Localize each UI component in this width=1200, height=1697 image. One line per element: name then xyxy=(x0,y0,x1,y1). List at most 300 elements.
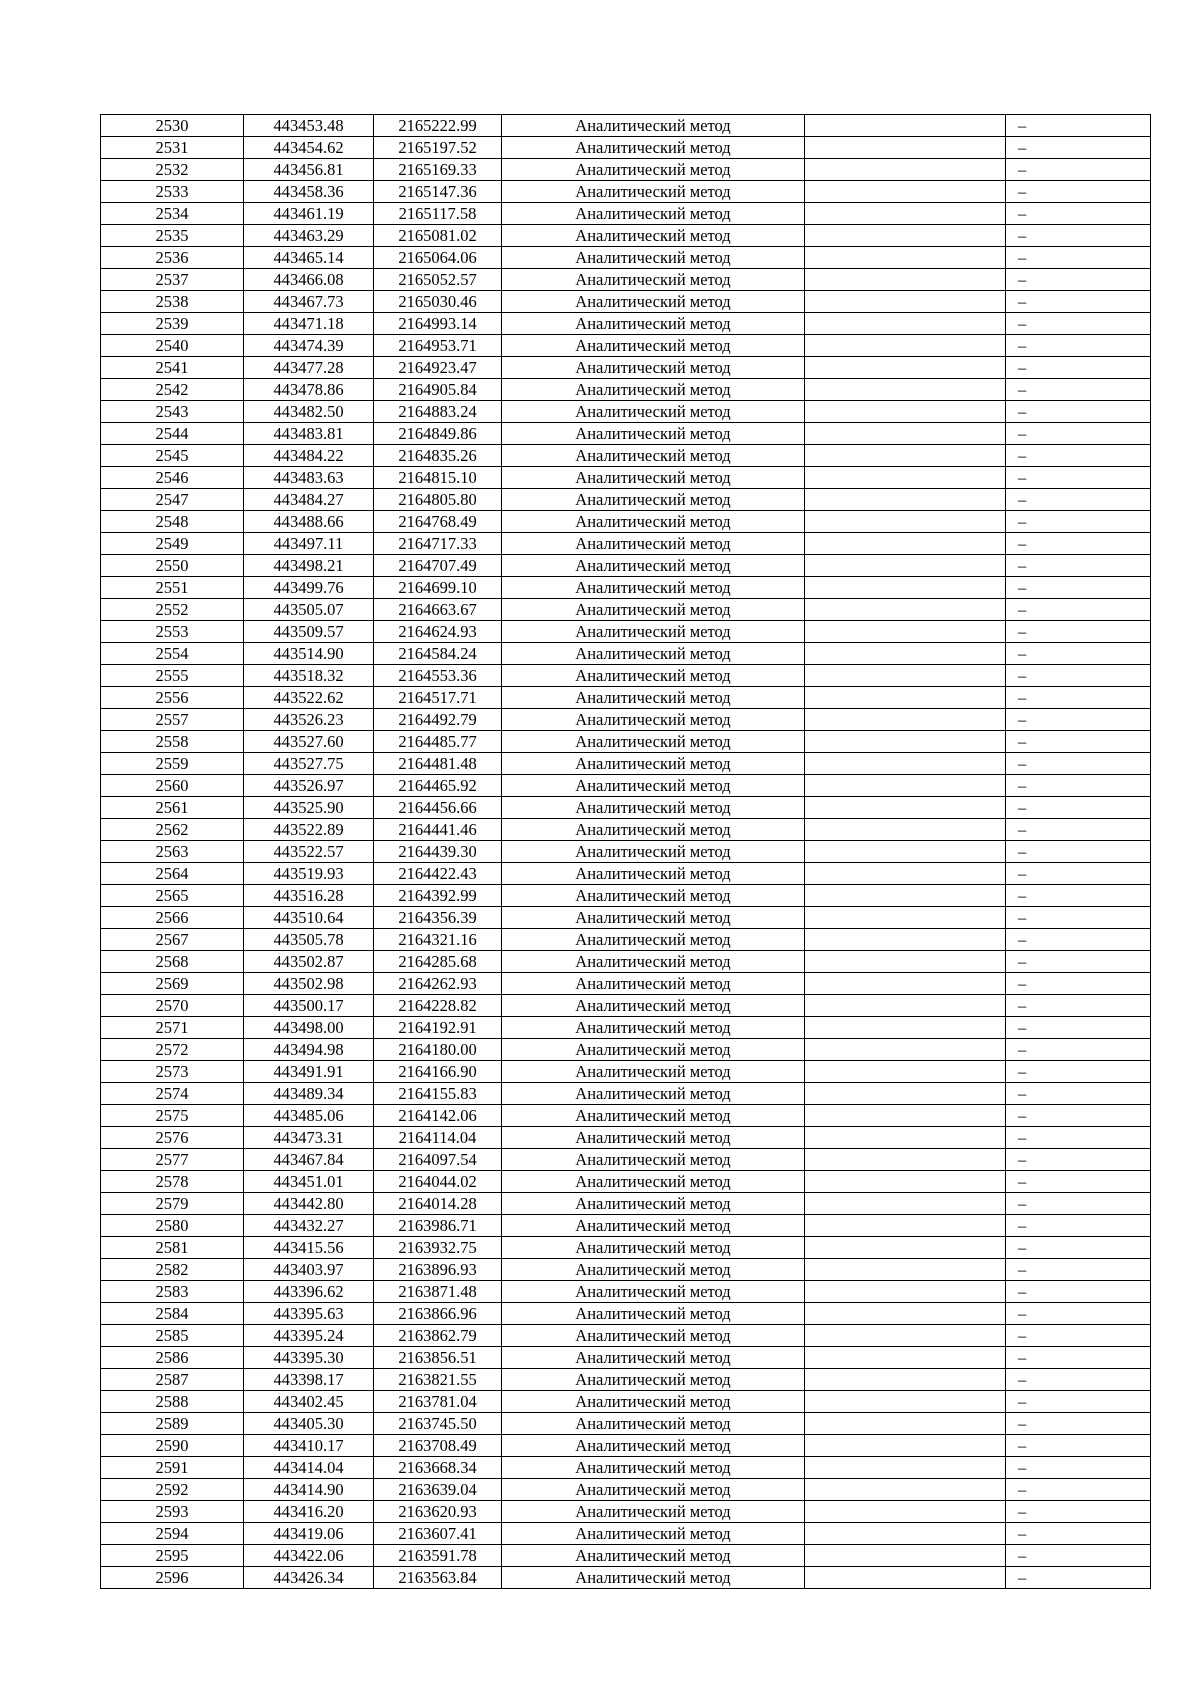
table-row xyxy=(101,841,1151,863)
method-cell: Аналитический метод xyxy=(502,445,805,467)
x-coordinate-cell: 443416.20 xyxy=(244,1501,374,1523)
point-number-cell: 2582 xyxy=(101,1259,244,1281)
dash-cell: – xyxy=(1006,1193,1151,1215)
point-number-cell: 2538 xyxy=(101,291,244,313)
point-number-cell: 2578 xyxy=(101,1171,244,1193)
dash-cell: – xyxy=(1006,1413,1151,1435)
y-coordinate-cell: 2165081.02 xyxy=(374,225,502,247)
table-row xyxy=(101,731,1151,753)
point-number-cell: 2596 xyxy=(101,1567,244,1589)
empty-cell xyxy=(805,379,1006,401)
method-cell: Аналитический метод xyxy=(502,159,805,181)
x-coordinate-cell: 443498.00 xyxy=(244,1017,374,1039)
method-cell: Аналитический метод xyxy=(502,225,805,247)
point-number-cell: 2540 xyxy=(101,335,244,357)
point-number-cell: 2535 xyxy=(101,225,244,247)
empty-cell xyxy=(805,1171,1006,1193)
method-cell: Аналитический метод xyxy=(502,1435,805,1457)
x-coordinate-cell: 443403.97 xyxy=(244,1259,374,1281)
y-coordinate-cell: 2164192.91 xyxy=(374,1017,502,1039)
method-cell: Аналитический метод xyxy=(502,533,805,555)
dash-cell: – xyxy=(1006,357,1151,379)
table-row xyxy=(101,1435,1151,1457)
point-number-cell: 2577 xyxy=(101,1149,244,1171)
y-coordinate-cell: 2163668.34 xyxy=(374,1457,502,1479)
point-number-cell: 2552 xyxy=(101,599,244,621)
table-row xyxy=(101,797,1151,819)
empty-cell xyxy=(805,1347,1006,1369)
table-row xyxy=(101,1127,1151,1149)
x-coordinate-cell: 443451.01 xyxy=(244,1171,374,1193)
empty-cell xyxy=(805,489,1006,511)
method-cell: Аналитический метод xyxy=(502,731,805,753)
empty-cell xyxy=(805,247,1006,269)
dash-cell: – xyxy=(1006,269,1151,291)
table-row xyxy=(101,115,1151,137)
empty-cell xyxy=(805,665,1006,687)
empty-cell xyxy=(805,1259,1006,1281)
table-row xyxy=(101,1083,1151,1105)
table-row xyxy=(101,555,1151,577)
empty-cell xyxy=(805,1545,1006,1567)
method-cell: Аналитический метод xyxy=(502,1501,805,1523)
point-number-cell: 2586 xyxy=(101,1347,244,1369)
method-cell: Аналитический метод xyxy=(502,1303,805,1325)
point-number-cell: 2567 xyxy=(101,929,244,951)
x-coordinate-cell: 443478.86 xyxy=(244,379,374,401)
point-number-cell: 2544 xyxy=(101,423,244,445)
y-coordinate-cell: 2164465.92 xyxy=(374,775,502,797)
dash-cell: – xyxy=(1006,1347,1151,1369)
x-coordinate-cell: 443500.17 xyxy=(244,995,374,1017)
x-coordinate-cell: 443522.57 xyxy=(244,841,374,863)
dash-cell: – xyxy=(1006,1391,1151,1413)
y-coordinate-cell: 2164044.02 xyxy=(374,1171,502,1193)
table-row xyxy=(101,1325,1151,1347)
table-row xyxy=(101,1039,1151,1061)
point-number-cell: 2589 xyxy=(101,1413,244,1435)
empty-cell xyxy=(805,1061,1006,1083)
point-number-cell: 2562 xyxy=(101,819,244,841)
x-coordinate-cell: 443405.30 xyxy=(244,1413,374,1435)
method-cell: Аналитический метод xyxy=(502,1391,805,1413)
y-coordinate-cell: 2163745.50 xyxy=(374,1413,502,1435)
method-cell: Аналитический метод xyxy=(502,1567,805,1589)
y-coordinate-cell: 2163591.78 xyxy=(374,1545,502,1567)
method-cell: Аналитический метод xyxy=(502,313,805,335)
y-coordinate-cell: 2164166.90 xyxy=(374,1061,502,1083)
table-row xyxy=(101,1259,1151,1281)
dash-cell: – xyxy=(1006,907,1151,929)
table-row xyxy=(101,1303,1151,1325)
method-cell: Аналитический метод xyxy=(502,1325,805,1347)
y-coordinate-cell: 2164114.04 xyxy=(374,1127,502,1149)
method-cell: Аналитический метод xyxy=(502,467,805,489)
dash-cell: – xyxy=(1006,1303,1151,1325)
dash-cell: – xyxy=(1006,489,1151,511)
empty-cell xyxy=(805,1501,1006,1523)
dash-cell: – xyxy=(1006,247,1151,269)
dash-cell: – xyxy=(1006,1325,1151,1347)
empty-cell xyxy=(805,599,1006,621)
empty-cell xyxy=(805,1325,1006,1347)
method-cell: Аналитический метод xyxy=(502,291,805,313)
method-cell: Аналитический метод xyxy=(502,665,805,687)
dash-cell: – xyxy=(1006,973,1151,995)
table-row xyxy=(101,885,1151,907)
point-number-cell: 2593 xyxy=(101,1501,244,1523)
method-cell: Аналитический метод xyxy=(502,1017,805,1039)
method-cell: Аналитический метод xyxy=(502,247,805,269)
y-coordinate-cell: 2164849.86 xyxy=(374,423,502,445)
empty-cell xyxy=(805,797,1006,819)
method-cell: Аналитический метод xyxy=(502,643,805,665)
y-coordinate-cell: 2164707.49 xyxy=(374,555,502,577)
table-row xyxy=(101,1523,1151,1545)
point-number-cell: 2585 xyxy=(101,1325,244,1347)
table-row xyxy=(101,291,1151,313)
x-coordinate-cell: 443395.63 xyxy=(244,1303,374,1325)
dash-cell: – xyxy=(1006,203,1151,225)
point-number-cell: 2568 xyxy=(101,951,244,973)
y-coordinate-cell: 2164517.71 xyxy=(374,687,502,709)
table-row xyxy=(101,1479,1151,1501)
method-cell: Аналитический метод xyxy=(502,137,805,159)
dash-cell: – xyxy=(1006,709,1151,731)
table-row xyxy=(101,247,1151,269)
method-cell: Аналитический метод xyxy=(502,1083,805,1105)
method-cell: Аналитический метод xyxy=(502,1215,805,1237)
x-coordinate-cell: 443474.39 xyxy=(244,335,374,357)
dash-cell: – xyxy=(1006,1567,1151,1589)
point-number-cell: 2549 xyxy=(101,533,244,555)
table-row xyxy=(101,995,1151,1017)
method-cell: Аналитический метод xyxy=(502,1545,805,1567)
method-cell: Аналитический метод xyxy=(502,1061,805,1083)
point-number-cell: 2539 xyxy=(101,313,244,335)
x-coordinate-cell: 443484.22 xyxy=(244,445,374,467)
y-coordinate-cell: 2163708.49 xyxy=(374,1435,502,1457)
method-cell: Аналитический метод xyxy=(502,1171,805,1193)
dash-cell: – xyxy=(1006,885,1151,907)
y-coordinate-cell: 2163620.93 xyxy=(374,1501,502,1523)
point-number-cell: 2588 xyxy=(101,1391,244,1413)
x-coordinate-cell: 443484.27 xyxy=(244,489,374,511)
empty-cell xyxy=(805,841,1006,863)
y-coordinate-cell: 2164883.24 xyxy=(374,401,502,423)
empty-cell xyxy=(805,775,1006,797)
x-coordinate-cell: 443398.17 xyxy=(244,1369,374,1391)
method-cell: Аналитический метод xyxy=(502,1457,805,1479)
y-coordinate-cell: 2164553.36 xyxy=(374,665,502,687)
table-row xyxy=(101,1567,1151,1589)
y-coordinate-cell: 2165147.36 xyxy=(374,181,502,203)
x-coordinate-cell: 443471.18 xyxy=(244,313,374,335)
dash-cell: – xyxy=(1006,643,1151,665)
dash-cell: – xyxy=(1006,797,1151,819)
empty-cell xyxy=(805,291,1006,313)
point-number-cell: 2556 xyxy=(101,687,244,709)
method-cell: Аналитический метод xyxy=(502,1347,805,1369)
point-number-cell: 2541 xyxy=(101,357,244,379)
table-row xyxy=(101,401,1151,423)
table-row xyxy=(101,1347,1151,1369)
point-number-cell: 2564 xyxy=(101,863,244,885)
table-row xyxy=(101,203,1151,225)
empty-cell xyxy=(805,115,1006,137)
empty-cell xyxy=(805,1523,1006,1545)
dash-cell: – xyxy=(1006,1545,1151,1567)
y-coordinate-cell: 2165197.52 xyxy=(374,137,502,159)
x-coordinate-cell: 443505.07 xyxy=(244,599,374,621)
point-number-cell: 2543 xyxy=(101,401,244,423)
y-coordinate-cell: 2164321.16 xyxy=(374,929,502,951)
point-number-cell: 2532 xyxy=(101,159,244,181)
table-row xyxy=(101,709,1151,731)
empty-cell xyxy=(805,533,1006,555)
method-cell: Аналитический метод xyxy=(502,357,805,379)
empty-cell xyxy=(805,1149,1006,1171)
empty-cell xyxy=(805,511,1006,533)
point-number-cell: 2558 xyxy=(101,731,244,753)
method-cell: Аналитический метод xyxy=(502,951,805,973)
y-coordinate-cell: 2163932.75 xyxy=(374,1237,502,1259)
empty-cell xyxy=(805,269,1006,291)
x-coordinate-cell: 443414.90 xyxy=(244,1479,374,1501)
dash-cell: – xyxy=(1006,445,1151,467)
dash-cell: – xyxy=(1006,951,1151,973)
table-row xyxy=(101,445,1151,467)
y-coordinate-cell: 2164953.71 xyxy=(374,335,502,357)
dash-cell: – xyxy=(1006,555,1151,577)
empty-cell xyxy=(805,1039,1006,1061)
x-coordinate-cell: 443526.97 xyxy=(244,775,374,797)
table-row xyxy=(101,819,1151,841)
empty-cell xyxy=(805,951,1006,973)
y-coordinate-cell: 2164835.26 xyxy=(374,445,502,467)
method-cell: Аналитический метод xyxy=(502,1413,805,1435)
x-coordinate-cell: 443502.87 xyxy=(244,951,374,973)
x-coordinate-cell: 443395.30 xyxy=(244,1347,374,1369)
y-coordinate-cell: 2164923.47 xyxy=(374,357,502,379)
method-cell: Аналитический метод xyxy=(502,423,805,445)
method-cell: Аналитический метод xyxy=(502,269,805,291)
x-coordinate-cell: 443467.73 xyxy=(244,291,374,313)
method-cell: Аналитический метод xyxy=(502,863,805,885)
empty-cell xyxy=(805,1083,1006,1105)
dash-cell: – xyxy=(1006,621,1151,643)
x-coordinate-cell: 443514.90 xyxy=(244,643,374,665)
dash-cell: – xyxy=(1006,181,1151,203)
empty-cell xyxy=(805,335,1006,357)
method-cell: Аналитический метод xyxy=(502,841,805,863)
y-coordinate-cell: 2164392.99 xyxy=(374,885,502,907)
y-coordinate-cell: 2163871.48 xyxy=(374,1281,502,1303)
empty-cell xyxy=(805,1237,1006,1259)
method-cell: Аналитический метод xyxy=(502,555,805,577)
table-row xyxy=(101,687,1151,709)
method-cell: Аналитический метод xyxy=(502,1193,805,1215)
empty-cell xyxy=(805,1435,1006,1457)
y-coordinate-cell: 2163896.93 xyxy=(374,1259,502,1281)
dash-cell: – xyxy=(1006,335,1151,357)
x-coordinate-cell: 443519.93 xyxy=(244,863,374,885)
point-number-cell: 2561 xyxy=(101,797,244,819)
x-coordinate-cell: 443461.19 xyxy=(244,203,374,225)
method-cell: Аналитический метод xyxy=(502,907,805,929)
dash-cell: – xyxy=(1006,1127,1151,1149)
dash-cell: – xyxy=(1006,577,1151,599)
empty-cell xyxy=(805,863,1006,885)
table-row xyxy=(101,599,1151,621)
y-coordinate-cell: 2164768.49 xyxy=(374,511,502,533)
empty-cell xyxy=(805,1215,1006,1237)
dash-cell: – xyxy=(1006,225,1151,247)
dash-cell: – xyxy=(1006,841,1151,863)
empty-cell xyxy=(805,423,1006,445)
x-coordinate-cell: 443527.60 xyxy=(244,731,374,753)
method-cell: Аналитический метод xyxy=(502,511,805,533)
empty-cell xyxy=(805,1413,1006,1435)
method-cell: Аналитический метод xyxy=(502,1523,805,1545)
x-coordinate-cell: 443499.76 xyxy=(244,577,374,599)
table-row xyxy=(101,423,1151,445)
table-row xyxy=(101,1193,1151,1215)
point-number-cell: 2595 xyxy=(101,1545,244,1567)
y-coordinate-cell: 2164624.93 xyxy=(374,621,502,643)
point-number-cell: 2571 xyxy=(101,1017,244,1039)
method-cell: Аналитический метод xyxy=(502,775,805,797)
table-row xyxy=(101,973,1151,995)
y-coordinate-cell: 2164097.54 xyxy=(374,1149,502,1171)
y-coordinate-cell: 2164717.33 xyxy=(374,533,502,555)
empty-cell xyxy=(805,1281,1006,1303)
table-row xyxy=(101,379,1151,401)
table-row xyxy=(101,1545,1151,1567)
table-row xyxy=(101,1105,1151,1127)
empty-cell xyxy=(805,159,1006,181)
table-row xyxy=(101,467,1151,489)
y-coordinate-cell: 2165064.06 xyxy=(374,247,502,269)
dash-cell: – xyxy=(1006,291,1151,313)
point-number-cell: 2580 xyxy=(101,1215,244,1237)
y-coordinate-cell: 2163607.41 xyxy=(374,1523,502,1545)
empty-cell xyxy=(805,907,1006,929)
table-row xyxy=(101,929,1151,951)
y-coordinate-cell: 2164014.28 xyxy=(374,1193,502,1215)
x-coordinate-cell: 443483.81 xyxy=(244,423,374,445)
empty-cell xyxy=(805,885,1006,907)
table-row xyxy=(101,951,1151,973)
point-number-cell: 2531 xyxy=(101,137,244,159)
point-number-cell: 2546 xyxy=(101,467,244,489)
empty-cell xyxy=(805,1017,1006,1039)
point-number-cell: 2581 xyxy=(101,1237,244,1259)
method-cell: Аналитический метод xyxy=(502,1149,805,1171)
point-number-cell: 2551 xyxy=(101,577,244,599)
method-cell: Аналитический метод xyxy=(502,885,805,907)
y-coordinate-cell: 2164228.82 xyxy=(374,995,502,1017)
dash-cell: – xyxy=(1006,819,1151,841)
method-cell: Аналитический метод xyxy=(502,709,805,731)
method-cell: Аналитический метод xyxy=(502,1369,805,1391)
empty-cell xyxy=(805,753,1006,775)
table-row xyxy=(101,357,1151,379)
x-coordinate-cell: 443414.04 xyxy=(244,1457,374,1479)
dash-cell: – xyxy=(1006,753,1151,775)
table-row xyxy=(101,181,1151,203)
y-coordinate-cell: 2163639.04 xyxy=(374,1479,502,1501)
x-coordinate-cell: 443494.98 xyxy=(244,1039,374,1061)
y-coordinate-cell: 2164356.39 xyxy=(374,907,502,929)
coordinates-table xyxy=(100,114,1151,1589)
empty-cell xyxy=(805,1369,1006,1391)
y-coordinate-cell: 2164485.77 xyxy=(374,731,502,753)
x-coordinate-cell: 443454.62 xyxy=(244,137,374,159)
table-row xyxy=(101,269,1151,291)
point-number-cell: 2560 xyxy=(101,775,244,797)
y-coordinate-cell: 2164905.84 xyxy=(374,379,502,401)
point-number-cell: 2537 xyxy=(101,269,244,291)
dash-cell: – xyxy=(1006,995,1151,1017)
x-coordinate-cell: 443395.24 xyxy=(244,1325,374,1347)
y-coordinate-cell: 2165052.57 xyxy=(374,269,502,291)
x-coordinate-cell: 443432.27 xyxy=(244,1215,374,1237)
empty-cell xyxy=(805,1479,1006,1501)
table-row xyxy=(101,907,1151,929)
empty-cell xyxy=(805,225,1006,247)
empty-cell xyxy=(805,445,1006,467)
y-coordinate-cell: 2164699.10 xyxy=(374,577,502,599)
x-coordinate-cell: 443467.84 xyxy=(244,1149,374,1171)
point-number-cell: 2573 xyxy=(101,1061,244,1083)
table-row xyxy=(101,1061,1151,1083)
x-coordinate-cell: 443509.57 xyxy=(244,621,374,643)
table-row xyxy=(101,1215,1151,1237)
method-cell: Аналитический метод xyxy=(502,1479,805,1501)
x-coordinate-cell: 443463.29 xyxy=(244,225,374,247)
empty-cell xyxy=(805,731,1006,753)
method-cell: Аналитический метод xyxy=(502,489,805,511)
dash-cell: – xyxy=(1006,1237,1151,1259)
method-cell: Аналитический метод xyxy=(502,115,805,137)
x-coordinate-cell: 443522.89 xyxy=(244,819,374,841)
x-coordinate-cell: 443510.64 xyxy=(244,907,374,929)
dash-cell: – xyxy=(1006,1061,1151,1083)
dash-cell: – xyxy=(1006,1215,1151,1237)
point-number-cell: 2574 xyxy=(101,1083,244,1105)
y-coordinate-cell: 2164285.68 xyxy=(374,951,502,973)
point-number-cell: 2534 xyxy=(101,203,244,225)
x-coordinate-cell: 443491.91 xyxy=(244,1061,374,1083)
point-number-cell: 2530 xyxy=(101,115,244,137)
table-row xyxy=(101,753,1151,775)
x-coordinate-cell: 443525.90 xyxy=(244,797,374,819)
point-number-cell: 2569 xyxy=(101,973,244,995)
x-coordinate-cell: 443527.75 xyxy=(244,753,374,775)
y-coordinate-cell: 2164142.06 xyxy=(374,1105,502,1127)
x-coordinate-cell: 443518.32 xyxy=(244,665,374,687)
y-coordinate-cell: 2164439.30 xyxy=(374,841,502,863)
empty-cell xyxy=(805,555,1006,577)
dash-cell: – xyxy=(1006,731,1151,753)
x-coordinate-cell: 443466.08 xyxy=(244,269,374,291)
x-coordinate-cell: 443396.62 xyxy=(244,1281,374,1303)
table-row xyxy=(101,1457,1151,1479)
table-row xyxy=(101,489,1151,511)
method-cell: Аналитический метод xyxy=(502,379,805,401)
empty-cell xyxy=(805,929,1006,951)
